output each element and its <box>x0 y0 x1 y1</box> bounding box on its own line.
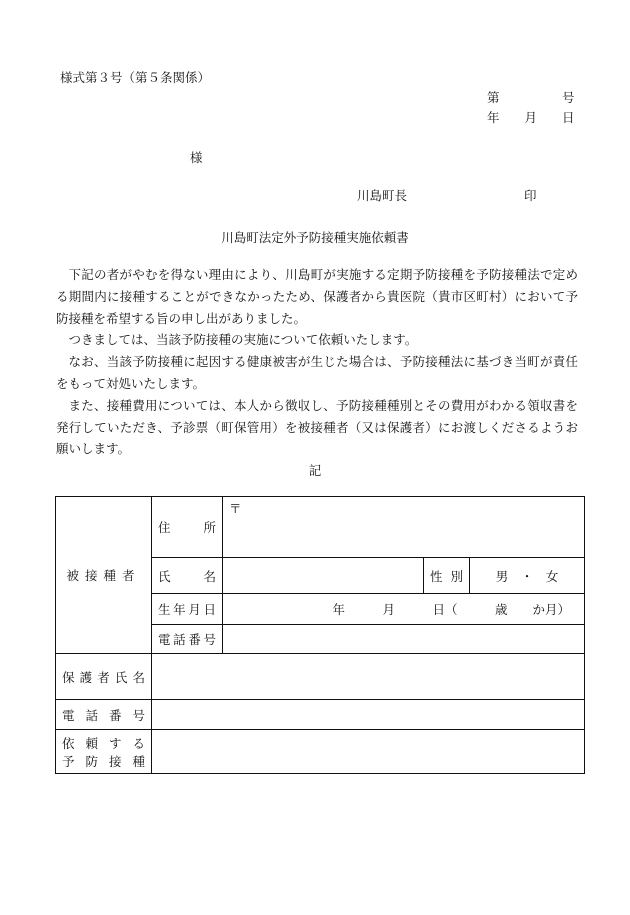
vaccine-label <box>56 730 152 774</box>
document-title: 川島町法定外予防接種実施依頼書 <box>221 230 409 245</box>
body-paragraph-2: つきましては、当該予防接種の実施について依頼いたします。 <box>68 332 418 348</box>
recipient-info-table <box>55 496 585 774</box>
recipient-label: 被接種者 <box>56 497 152 654</box>
request-body <box>56 264 578 460</box>
guardian-name-label: 保護者氏名 <box>56 654 152 700</box>
gender-options[interactable]: 男 ・ 女 <box>470 558 585 594</box>
name-label: 氏 名 <box>152 558 223 594</box>
guardian-phone-label: 電話番号 <box>56 700 152 730</box>
guardian-phone-field[interactable] <box>152 700 585 730</box>
vaccine-label-line-2: 予防接種 <box>62 753 145 769</box>
body-paragraph-4: また、接種費用については、本人から徴収し、予防接種種別とその費用がわかる領収書を発行していただき、予診票（町保管用）を被接種者（又は保護者）にお渡しくださるようお願いします。 <box>56 397 578 457</box>
guardian-name-field[interactable] <box>152 654 585 700</box>
name-field[interactable] <box>223 558 424 594</box>
sender-name: 川島町長 <box>357 188 408 203</box>
body-paragraph-1: 下記の者がやむを得ない理由により、川島町が実施する定期予防接種を予防接種法で定める期間内に接種することができなかったため、保護者から貴医院（貴市区町村）において予防接種を希望する旨の申し出がありました。 <box>56 267 578 326</box>
addressee-suffix: 様 <box>190 150 203 165</box>
postal-mark: 〒 <box>229 501 242 516</box>
document-number: 第 号 <box>487 90 575 105</box>
dob-label: 生年月日 <box>152 594 223 625</box>
ki-heading: 記 <box>308 463 322 478</box>
form-number: 様式第３号（第５条関係） <box>60 70 211 85</box>
recipient-phone-label: 電話番号 <box>152 625 223 654</box>
seal-mark: 印 <box>524 188 537 203</box>
vaccine-field[interactable] <box>152 730 585 774</box>
body-paragraph-3: なお、当該予防接種に起因する健康被害が生じた場合は、予防接種法に基づき当町が責任をもって対処いたします。 <box>56 354 578 391</box>
recipient-phone-field[interactable] <box>223 625 585 654</box>
address-field[interactable] <box>223 497 585 558</box>
gender-label: 性別 <box>424 558 470 594</box>
dob-field[interactable]: 年 月 日（ 歳 か月） <box>223 594 585 625</box>
address-label: 住 所 <box>152 497 223 558</box>
vaccine-label-line-1: 依頼する <box>62 735 145 751</box>
document-date: 年 月 日 <box>487 110 575 125</box>
